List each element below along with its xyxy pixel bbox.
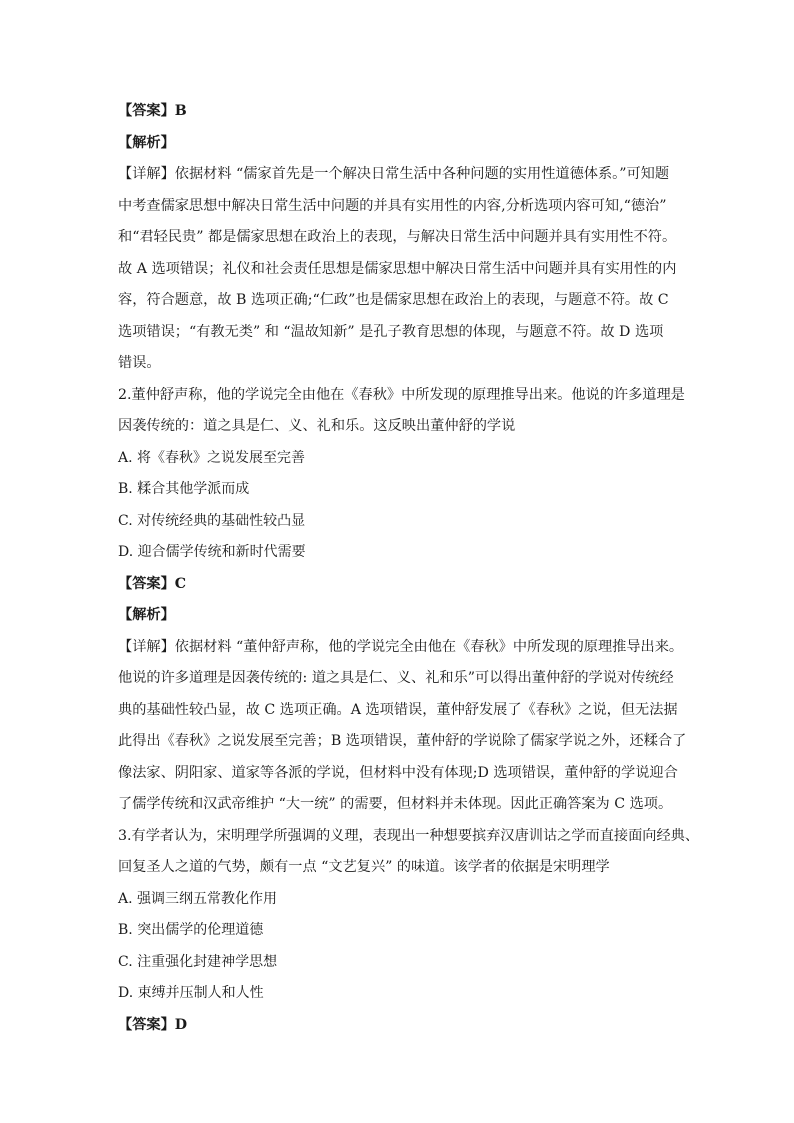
text-line: 容，符合题意，故 B 选项正确;“仁政”也是儒家思想在政治上的表现，与题意不符。故 C [118, 292, 669, 308]
text-line: 故 A 选项错误；礼仪和社会责任思想是儒家思想中解决日常生活中问题并具有实用性的内 [118, 260, 677, 277]
answer-line [118, 96, 686, 128]
text-line: 典的基础性较凸显，故 C 选项正确。A 选项错误，董仲舒发展了《春秋》之说，但无法据 [118, 701, 678, 718]
section-tag: 【答案】 [118, 1016, 175, 1033]
text-line: 他说的许多道理是因袭传统的: 道之具是仁、义、礼和乐”可以得出董仲舒的学说对传统经 [118, 670, 674, 686]
section-tag: 【答案】 [118, 575, 175, 592]
choice-option: A. 将《春秋》之说发展至完善 [118, 449, 306, 466]
section-tag: 【解析】 [118, 134, 175, 151]
text-line: 了儒学传统和汉武帝维护 “大一统” 的需要，但材料并未体现。因此正确答案为 C 选项。 [118, 796, 673, 812]
choice-option: A. 强调三纲五常教化作用 [118, 890, 278, 907]
document-body [118, 96, 700, 1041]
choice-option: C. 注重强化封建神学思想 [118, 953, 278, 970]
choice-option: D. 束缚并压制人和人性 [118, 985, 264, 1001]
text-line: 回复圣人之道的气势，颇有一点 “文艺复兴” 的味道。该学者的依据是宋明理学 [118, 859, 610, 875]
answer-line [118, 1010, 686, 1042]
text-line: 错误。 [118, 355, 161, 371]
answer-value: B [174, 103, 187, 119]
answer-value: D [174, 1016, 188, 1033]
answer-value: C [174, 575, 187, 592]
analysis-heading [118, 128, 686, 160]
text-line: 3.有学者认为，宋明理学所强调的义理，表现出一种想要摈弃汉唐训诂之学而直接面向经典、 [118, 827, 700, 844]
answer-line [118, 569, 686, 601]
choice-option: D. 迎合儒学传统和新时代需要 [118, 544, 306, 560]
choice-option: B. 糅合其他学派而成 [118, 481, 250, 497]
text-line: 【详解】依据材料 “董仲舒声称，他的学说完全由他在《春秋》中所发现的原理推导出来。 [118, 638, 684, 655]
text-line: 2.董仲舒声称，他的学说完全由他在《春秋》中所发现的原理推导出来。他说的许多道理是 [118, 386, 685, 403]
choice-option: B. 突出儒学的伦理道德 [118, 922, 264, 938]
section-tag: 【答案】 [118, 103, 175, 119]
choice-option: C. 对传统经典的基础性较凸显 [118, 512, 306, 529]
text-line: 此得出《春秋》之说发展至完善；B 选项错误，董仲舒的学说除了儒家学说之外，还糅合了 [118, 733, 687, 749]
text-line: 【详解】依据材料 “儒家首先是一个解决日常生活中各种问题的实用性道德体系。”可知题 [118, 166, 670, 182]
analysis-heading [118, 600, 686, 632]
text-line: 选项错误；“有教无类” 和 “温故知新” 是孔子教育思想的体现，与题意不符。故 D 选项 [118, 323, 664, 340]
text-line: 中考查儒家思想中解决日常生活中问题的并具有实用性的内容,分析选项内容可知,“德治” [118, 197, 667, 214]
text-line: 因袭传统的：道之具是仁、义、礼和乐。这反映出董仲舒的学说 [118, 418, 516, 434]
section-tag: 【解析】 [118, 607, 175, 623]
text-line: 和“君轻民贵” 都是儒家思想在政治上的表现，与解决日常生活中问题并具有实用性不符。 [118, 229, 677, 245]
text-line: 像法家、阴阳家、道家等各派的学说，但材料中没有体现;D 选项错误，董仲舒的学说迎合 [118, 764, 678, 781]
